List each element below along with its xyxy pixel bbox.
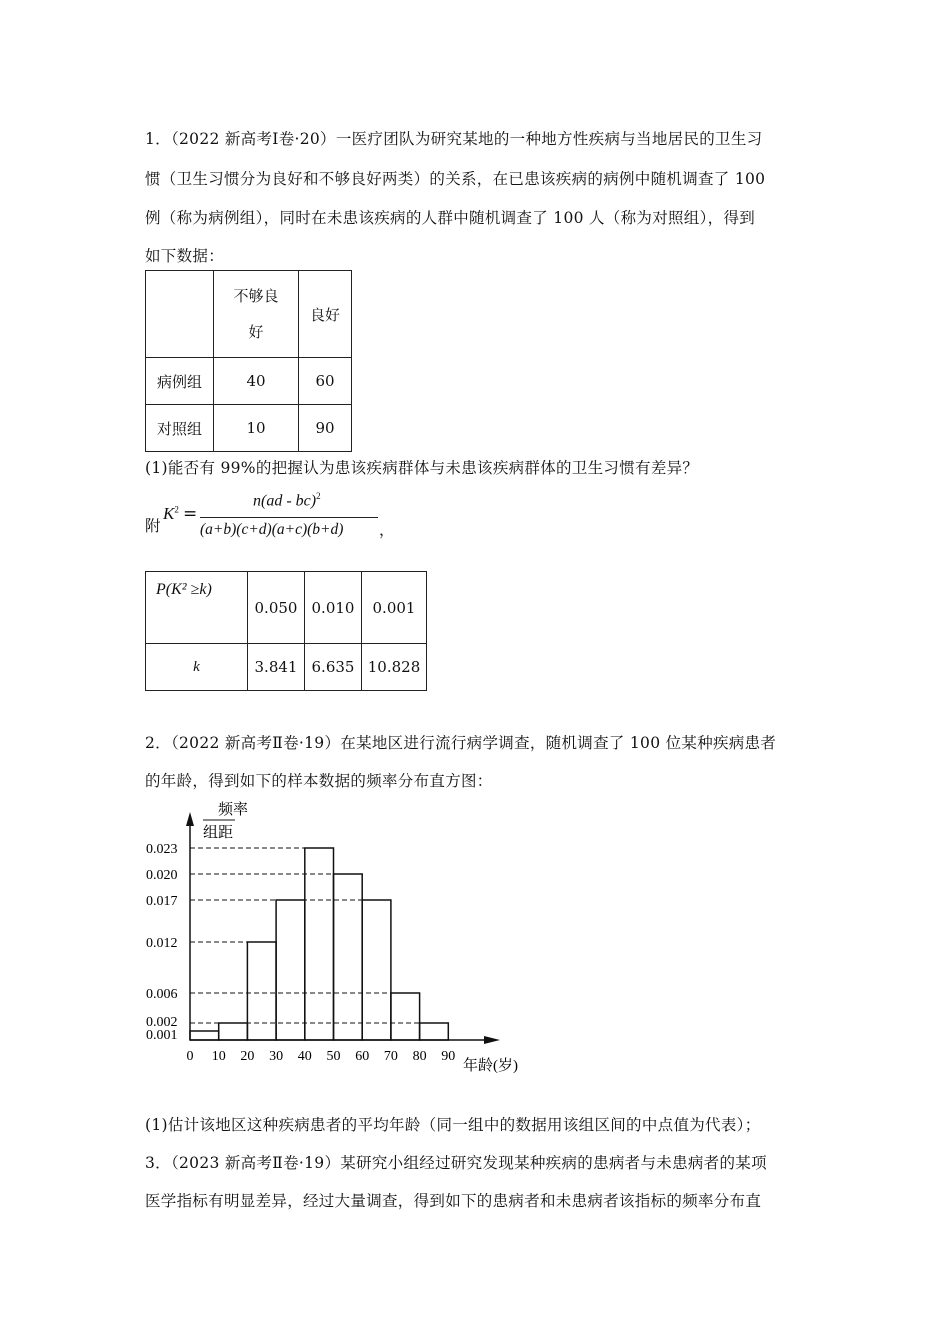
formula-denominator: (a+b)(c+d)(a+c)(b+d) xyxy=(200,521,344,538)
q2-line-1: 2．（2022 新高考Ⅱ卷·19）在某地区进行流行病学调查，随机调查了 100 位某种疾病患者 xyxy=(145,734,777,752)
x-tick-label: 0 xyxy=(186,1049,194,1064)
x-axis-label: 年龄(岁) xyxy=(463,1058,518,1074)
p-value-cell: 0.050 xyxy=(248,572,305,644)
cell-value: 90 xyxy=(299,405,352,452)
x-axis-arrow-icon xyxy=(484,1036,500,1044)
y-tick-label: 0.023 xyxy=(146,842,178,857)
header-not-good-line1: 不够良 xyxy=(233,287,279,305)
x-tick-label: 40 xyxy=(297,1049,312,1064)
cell-value: 40 xyxy=(214,358,299,405)
row-label: 对照组 xyxy=(146,405,214,452)
k-value-cell: 6.635 xyxy=(305,644,362,691)
y-tick-label: 0.002 xyxy=(146,1015,178,1030)
q3-line-2: 医学指标有明显差异，经过大量调查，得到如下的患病者和未患病者该指标的频率分布直 xyxy=(145,1192,762,1210)
histogram-bar xyxy=(362,900,391,1040)
formula-prefix: 附 xyxy=(145,517,161,535)
row-label: 病例组 xyxy=(146,358,214,405)
formula-suffix: ， xyxy=(379,521,395,539)
x-tick-label: 20 xyxy=(240,1049,255,1064)
k-header-cell: k xyxy=(146,644,248,691)
q1-line-4: 如下数据： xyxy=(145,247,225,265)
habit-data-table xyxy=(145,270,352,452)
header-not-good-line2: 好 xyxy=(248,323,264,341)
x-tick-label: 70 xyxy=(383,1049,398,1064)
cell-value: 10 xyxy=(214,405,299,452)
q1-line-2: 惯（卫生习惯分为良好和不够良好两类）的关系，在已患该疾病的病例中随机调查了 100 xyxy=(145,170,766,188)
table-corner-cell xyxy=(146,271,214,358)
histogram-bar xyxy=(391,993,420,1040)
q2-sub-question-1: (1)估计该地区这种疾病患者的平均年龄（同一组中的数据用该组区间的中点值为代表）； xyxy=(145,1116,761,1134)
x-tick-label: 90 xyxy=(441,1049,456,1064)
table-row xyxy=(146,405,352,452)
q1-line-3: 例（称为病例组），同时在未患该疾病的人群中随机调查了 100 人（称为对照组），得到 xyxy=(145,209,756,227)
header-good: 良好 xyxy=(299,271,352,358)
p-value-cell: 0.010 xyxy=(305,572,362,644)
k-squared-formula xyxy=(145,488,405,548)
formula-equals: = xyxy=(183,504,198,524)
y-tick-label: 0.001 xyxy=(146,1028,178,1043)
q1-sub-question-1: (1)能否有 99%的把握认为患该疾病群体与未患该疾病群体的卫生习惯有差异？ xyxy=(145,459,699,477)
formula-lhs: $K^2$ xyxy=(163,504,179,523)
x-tick-label: 80 xyxy=(412,1049,427,1064)
histogram-bar xyxy=(276,900,305,1040)
q2-line-2: 的年龄，得到如下的样本数据的频率分布直方图： xyxy=(145,772,493,790)
histogram-bars xyxy=(190,848,448,1040)
p-value-cell: 0.001 xyxy=(362,572,427,644)
histogram-bar xyxy=(219,1023,248,1040)
p-header-cell xyxy=(146,572,248,644)
y-axis-label-top: 频率 xyxy=(218,802,249,818)
x-tick-label: 10 xyxy=(211,1049,226,1064)
y-tick-label: 0.017 xyxy=(146,894,178,909)
header-not-good xyxy=(214,271,299,358)
histogram-bar xyxy=(305,848,334,1040)
y-tick-label: 0.012 xyxy=(146,936,178,951)
k-value-cell: 10.828 xyxy=(362,644,427,691)
y-tick-label: 0.020 xyxy=(146,868,178,883)
formula-numerator: n(ad - bc)$^2$ xyxy=(253,491,321,510)
y-axis-arrow-icon xyxy=(186,812,194,826)
cell-value: 60 xyxy=(299,358,352,405)
x-tick-label: 60 xyxy=(355,1049,370,1064)
histogram-x-tick-labels xyxy=(187,1049,456,1064)
critical-value-table xyxy=(145,571,427,691)
histogram-bar xyxy=(247,942,276,1040)
q1-line-1: 1．（2022 新高考Ⅰ卷·20）一医疗团队为研究某地的一种地方性疾病与当地居民的卫生习 xyxy=(145,130,763,148)
x-tick-label: 30 xyxy=(269,1049,284,1064)
age-frequency-histogram xyxy=(140,798,540,1080)
p-header-label: P(K² ≥k) xyxy=(156,581,212,598)
y-axis-label-bottom: 组距 xyxy=(203,825,234,841)
table-row xyxy=(146,358,352,405)
k-value-cell: 3.841 xyxy=(248,644,305,691)
histogram-bar xyxy=(334,874,363,1040)
fraction-bar xyxy=(200,517,378,518)
histogram-bar xyxy=(190,1031,219,1040)
histogram-y-tick-labels xyxy=(146,842,178,1043)
histogram-bar xyxy=(420,1023,449,1040)
q3-line-1: 3．（2023 新高考Ⅱ卷·19）某研究小组经过研究发现某种疾病的患病者与未患病者的某项 xyxy=(145,1154,767,1172)
x-tick-label: 50 xyxy=(326,1049,341,1064)
histogram-axes xyxy=(186,812,500,1044)
y-tick-label: 0.006 xyxy=(146,987,178,1002)
